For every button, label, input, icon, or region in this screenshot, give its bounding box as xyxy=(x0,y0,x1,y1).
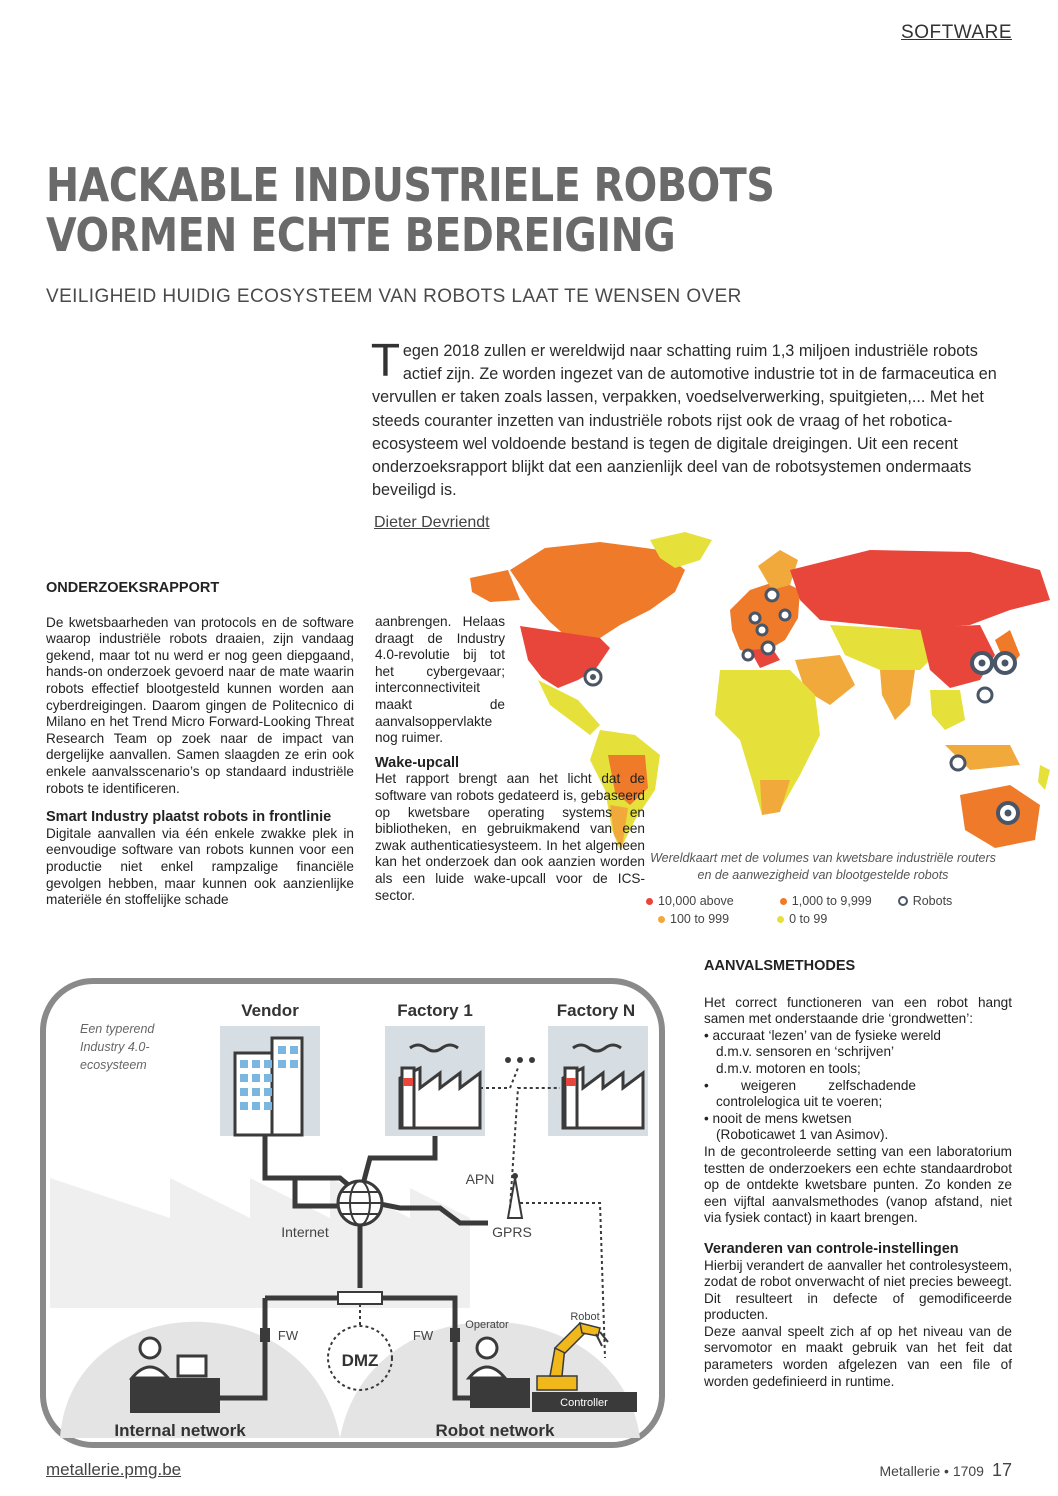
dmz-label: DMZ xyxy=(341,1351,379,1370)
fw-left-label: FW xyxy=(277,1328,299,1343)
column-2 xyxy=(375,614,645,904)
page-number: 17 xyxy=(991,1460,1012,1480)
paragraph: In de gecontroleerde setting van een laboratorium testten de onderzoekers een echte standaardrobot op de ontdekte kwetsbare punten. Zo konden ze een vijftal aanvalsmethodes (vanop afstand, niet via fysiek contact) in kaart brengen. xyxy=(704,1143,1012,1226)
intro-text: egen 2018 zullen er wereldwijd naar schatting ruim 1,3 miljoen industriële robots actief zijn. Ze worden ingezet van de automotive industrie tot in de farmaceutica en vervullen er taken zoals lassen, verpakken, voedselverwerking, spuitgieten,... Met het steeds couranter inzetten van industriële robots rijst ook de vraag of het robotica-ecosysteem wel voldoende bestand is tegen de digitale dreigingen. Uit een recent onderzoeksrapport blijkt dat een aanzienlijk deel van de robotsystemen ondermaats beveiligd is. xyxy=(372,342,997,500)
factory-1-label: Factory 1 xyxy=(397,1001,473,1020)
robot-label: Robot xyxy=(570,1311,600,1323)
footer-issue xyxy=(879,1460,1012,1481)
subheading: Wake-upcall xyxy=(375,754,460,771)
target-icon xyxy=(898,896,908,906)
fw-right-label: FW xyxy=(412,1328,434,1343)
paragraph: Hierbij verandert de aanvaller het controlesysteem, zodat de robot onverwacht of niet precies beweegt. Dit resulteert in defecte of gemodificeerde producten. xyxy=(704,1257,1012,1323)
list-item: • weigeren zelfschadende controlelogica uit te voeren; xyxy=(704,1077,916,1110)
paragraph: Digitale aanvallen via één enkele zwakke plek in eenvoudige software van robots kunnen voor een productie niet enkel rampzalige financiële gevolgen hebben, maar kunnen ook aanzienlijke materiële én stoffelijke schade xyxy=(46,825,354,908)
title-line-1: HACKABLE INDUSTRIELE ROBOTS xyxy=(46,158,775,212)
gprs-label: GPRS xyxy=(492,1224,532,1240)
legend-item xyxy=(780,894,872,908)
map-caption xyxy=(628,850,1018,884)
legend-dot xyxy=(780,898,787,905)
issue-label: Metallerie • 1709 xyxy=(879,1463,984,1479)
legend-dot xyxy=(777,916,784,923)
column-1 xyxy=(46,580,354,909)
article-intro xyxy=(372,336,1012,502)
subheading: Smart Industry plaatst robots in frontlinie xyxy=(46,809,332,826)
list-item-continuation: d.m.v. motoren en tools; xyxy=(716,1060,861,1076)
list-item-continuation: (Roboticawet 1 van Asimov). xyxy=(716,1127,889,1143)
paragraph: Het rapport brengt aan het licht dat de software van robots gedateerd is, gebaseerd op kwetsbare operating systems en bibliotheken, en gebruikmakend van een zwak authenticatiesysteem. In het algemeen kan het onderzoek dan ook aanzien worden als een luide wake-upcall voor de ICS-sector. xyxy=(375,771,645,903)
legend-label: Robots xyxy=(912,894,953,908)
legend-dot xyxy=(658,916,665,923)
section-heading: AANVALSMETHODES xyxy=(704,958,856,974)
legend-item xyxy=(658,912,729,926)
map-legend xyxy=(646,894,952,926)
diagram-caption: Een typerend Industry 4.0-ecosysteem xyxy=(80,1022,155,1072)
legend-label: 10,000 above xyxy=(658,894,734,908)
internal-network-label: Internal network xyxy=(114,1421,246,1440)
map-caption-line-2: en de aanwezigheid van blootgestelde robots xyxy=(697,868,949,882)
column-3 xyxy=(704,958,1012,1390)
rules-list xyxy=(704,1028,1012,1144)
legend-item xyxy=(898,894,953,908)
controller-label: Controller xyxy=(560,1397,608,1409)
article-title xyxy=(46,160,820,260)
article-subtitle: VEILIGHEID HUIDIG ECOSYSTEEM VAN ROBOTS LAAT TE WENSEN OVER xyxy=(46,286,742,307)
list-item-continuation: d.m.v. sensoren en ‘schrijven’ xyxy=(716,1044,895,1060)
legend-item xyxy=(777,912,827,926)
paragraph: Het correct functioneren van een robot hangt samen met onderstaande drie ‘grondwetten’: xyxy=(704,994,1012,1027)
section-heading: ONDERZOEKSRAPPORT xyxy=(46,580,220,596)
author-link[interactable]: Dieter Devriendt xyxy=(374,514,490,531)
paragraph: Deze aanval speelt zich af op het niveau van de servomotor en maakt gebruik van het feit dat parameters worden afgelezen van een file of worden gedefinieerd in runtime. xyxy=(704,1323,1012,1389)
site-link[interactable]: metallerie.pmg.be xyxy=(46,1460,182,1479)
list-item: • accuraat ‘lezen’ van de fysieke wereld xyxy=(704,1027,941,1043)
internet-label: Internet xyxy=(281,1224,329,1240)
robot-network-label: Robot network xyxy=(435,1421,555,1440)
list-item-text: accuraat ‘lezen’ van de fysieke wereld xyxy=(712,1027,941,1043)
section-tag: SOFTWARE xyxy=(901,22,1012,43)
legend-label: 100 to 999 xyxy=(670,912,730,926)
paragraph: De kwetsbaarheden van protocols en de software waarop industriële robots draaien, zijn vandaag gekend, maar tot nu werd er nog geen diepgaand, hands-on onderzoek gevoerd naar de mate waarin robots effectief blootgesteld kunnen worden aan cyberdreigingen. Daarom gingen de Politecnico di Milano en het Trend Micro Forward-Looking Threat Research Team op zoek naar de impact van dergelijke aanvallen. Samen slaagden ze erin ook enkele aanvalsscenario’s op standaard industriële robots te identificeren. xyxy=(46,614,354,796)
legend-label: 0 to 99 xyxy=(789,912,828,926)
factory-n-label: Factory N xyxy=(556,1001,636,1020)
legend-item xyxy=(646,894,734,908)
paragraph: aanbrengen. Helaas draagt de Industry 4.0-revolutie bij tot het cybergevaar; interconnectiviteit maakt de aanvalsoppervlakte nog ruimer. xyxy=(375,614,505,746)
map-caption-line-1: Wereldkaart met de volumes van kwetsbare industriële routers xyxy=(650,851,996,865)
legend-dot xyxy=(646,898,653,905)
drop-cap: T xyxy=(372,336,399,387)
title-line-2: VORMEN ECHTE BEDREIGING xyxy=(46,208,676,262)
list-item-text: weigeren zelfschadende controlelogica uit te voeren; xyxy=(716,1077,916,1110)
legend-label: 1,000 to 9,999 xyxy=(791,894,872,908)
list-item: • nooit de mens kwetsen xyxy=(704,1110,852,1126)
operator-label: Operator xyxy=(465,1319,509,1331)
vendor-label: Vendor xyxy=(241,1001,299,1020)
subheading: Veranderen van controle-instellingen xyxy=(704,1240,959,1257)
list-item-text: nooit de mens kwetsen xyxy=(712,1110,852,1126)
apn-label: APN xyxy=(465,1171,495,1187)
